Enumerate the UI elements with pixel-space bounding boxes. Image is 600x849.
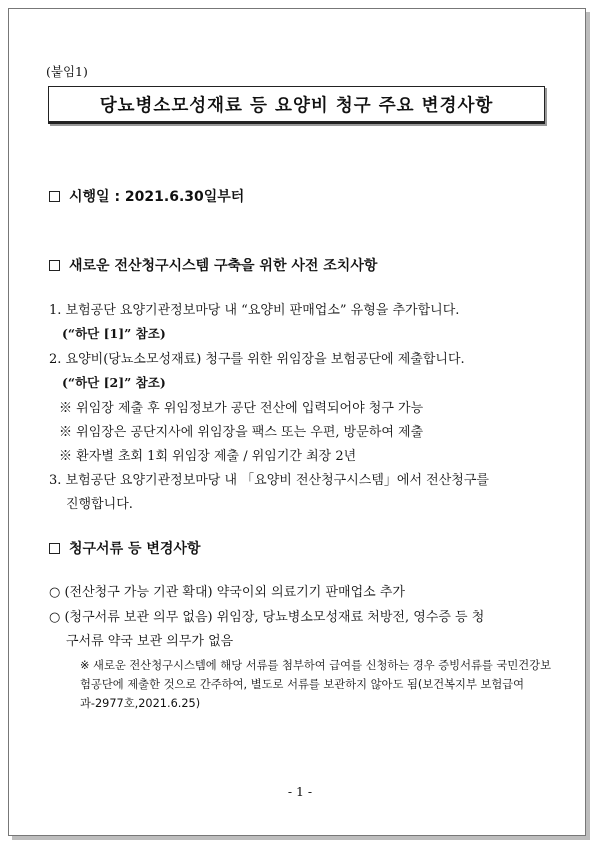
- section-claim-documents-heading: 청구서류 등 변경사항: [69, 541, 201, 557]
- section-preparation-heading: 새로운 전산청구시스템 구축을 위한 사전 조치사항: [69, 258, 378, 274]
- claim-bullet-1: ○ (전산청구 가능 기관 확대) 약국이외 의료기기 판매업소 추가: [49, 585, 405, 600]
- attachment-label: (붙임1): [46, 64, 88, 79]
- prep-item-2: 2. 요양비(당뇨소모성재료) 청구를 위한 위임장을 보험공단에 제출합니다.: [49, 352, 465, 367]
- claim-bullet-2-line2: 구서류 약국 보관 의무가 없음: [66, 634, 234, 649]
- prep-item-1-ref: (“하단 [1]” 참조): [62, 326, 166, 341]
- document-title: [48, 86, 545, 124]
- prep-note-2: ※ 위임장은 공단지사에 위임장을 팩스 또는 우편, 방문하여 제출: [59, 425, 424, 440]
- checkbox-square-icon: [49, 260, 60, 271]
- claim-note: ※ 새로운 전산청구시스템에 해당 서류를 첨부하여 급여를 신청하는 경우 증빙서류를 국민건강보험공단에 제출한 것으로 간주하여, 별도로 서류를 보관하지 않아도 됨(보건복지부 보험급여과-2977호,2021.6.25): [80, 659, 551, 710]
- claim-bullet-2-line1: ○ (청구서류 보관 의무 없음) 위임장, 당뇨병소모성재료 처방전, 영수증 등 청: [49, 610, 485, 625]
- prep-item-1: 1. 보험공단 요양기관정보마당 내 “요양비 판매업소” 유형을 추가합니다.: [49, 303, 460, 318]
- prep-item-3-line1: 3. 보험공단 요양기관정보마당 내 「요양비 전산청구시스템」에서 전산청구를: [49, 473, 489, 488]
- section-effective-date: [49, 186, 244, 206]
- section-preparation: [49, 255, 377, 275]
- checkbox-square-icon: [49, 543, 60, 554]
- prep-note-1: ※ 위임장 제출 후 위임정보가 공단 전산에 입력되어야 청구 가능: [59, 401, 424, 416]
- document-title-text: 당뇨병소모성재료 등 요양비 청구 주요 변경사항: [99, 95, 494, 116]
- section-effective-date-heading: 시행일 : 2021.6.30일부터: [69, 189, 245, 205]
- prep-item-3-line2: 진행합니다.: [66, 497, 133, 512]
- section-claim-documents: [49, 538, 200, 558]
- checkbox-square-icon: [49, 191, 60, 202]
- prep-note-3: ※ 환자별 초회 1회 위임장 제출 / 위임기간 최장 2년: [59, 449, 357, 464]
- prep-item-2-ref: (“하단 [2]” 참조): [62, 375, 166, 390]
- page-number: - 1 -: [287, 784, 313, 799]
